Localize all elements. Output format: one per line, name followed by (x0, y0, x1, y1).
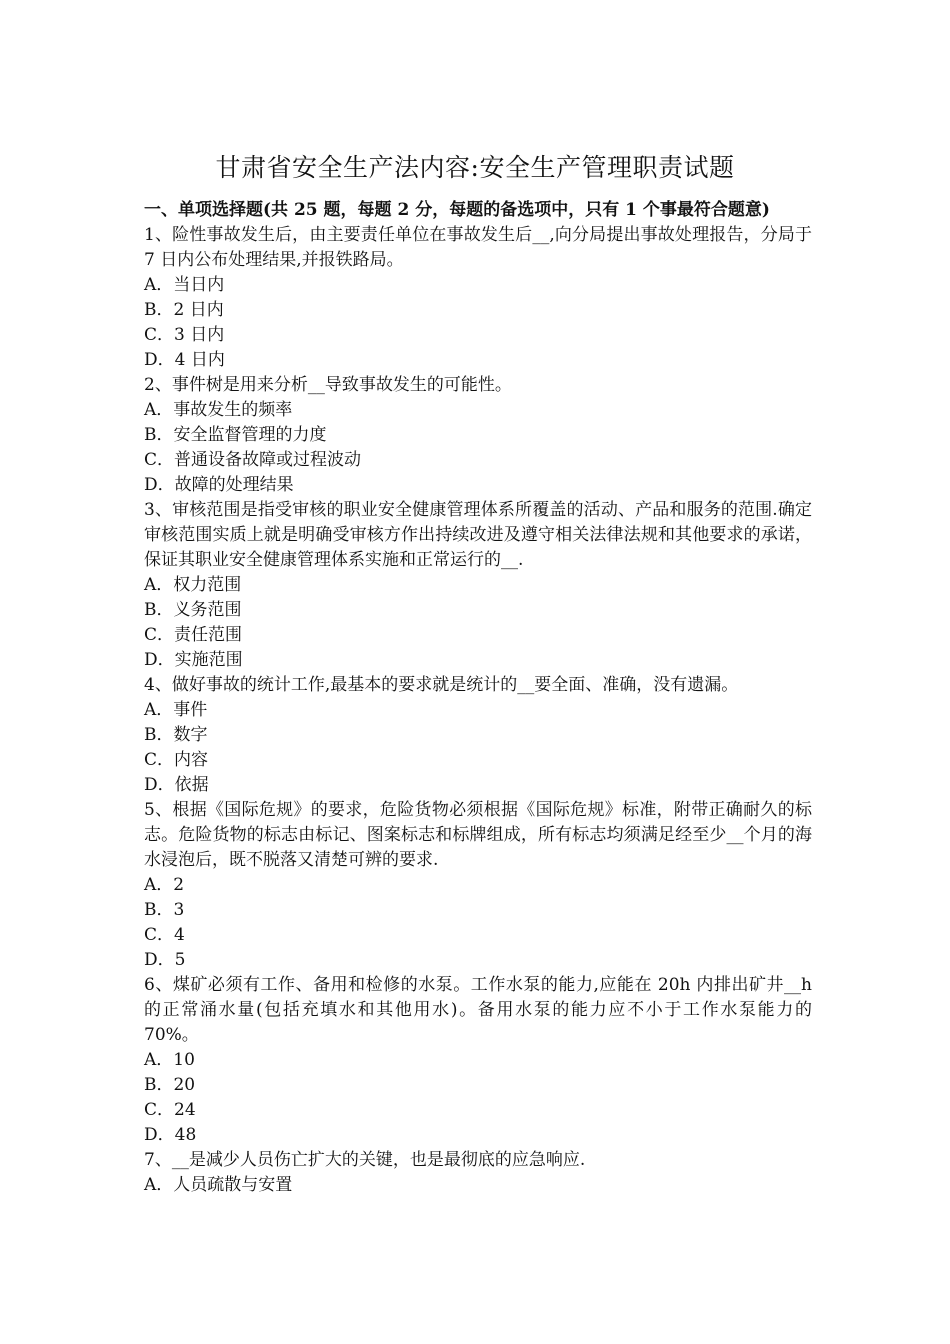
option-a: A．事件 (144, 700, 208, 720)
option-d: D．实施范围 (144, 650, 243, 670)
option-a: A．2 (144, 875, 185, 895)
question-4 (144, 673, 812, 798)
document-title: 甘肃省安全生产法内容:安全生产管理职责试题 (215, 153, 735, 182)
option-b: B．安全监督管理的力度 (144, 425, 327, 445)
section-heading: 一、单项选择题(共 25 题，每题 2 分，每题的备选项中，只有 1 个事最符合题意) (144, 200, 770, 220)
question-text: 7、__是减少人员伤亡扩大的关键，也是最彻底的应急响应. (144, 1150, 586, 1170)
option-b: B．20 (144, 1075, 196, 1095)
question-1 (144, 223, 812, 373)
option-a: A．人员疏散与安置 (144, 1175, 293, 1195)
question-text: 2、事件树是用来分析__导致事故发生的可能性。 (144, 375, 512, 395)
option-d: D．5 (144, 950, 186, 970)
question-text: 3、审核范围是指受审核的职业安全健康管理体系所覆盖的活动、产品和服务的范围.确定审核范围实质上就是明确受审核方作出持续改进及遵守相关法律法规和其他要求的承诺，保证其职业安全健康管理体系实施和正常运行的__. (144, 500, 812, 570)
option-c: C．内容 (144, 750, 209, 770)
question-text: 1、险性事故发生后，由主要责任单位在事故发生后__,向分局提出事故处理报告，分局于 7 日内公布处理结果,并报铁路局。 (144, 225, 812, 270)
option-b: B．2 日内 (144, 300, 224, 320)
option-b: B．义务范围 (144, 600, 242, 620)
option-a: A．10 (144, 1050, 195, 1070)
question-6 (144, 973, 812, 1148)
option-a: A．当日内 (144, 275, 225, 295)
question-2 (144, 373, 812, 498)
option-c: C．3 日内 (144, 325, 225, 345)
question-3 (144, 498, 812, 673)
option-c: C．普通设备故障或过程波动 (144, 450, 362, 470)
question-text: 6、煤矿必须有工作、备用和检修的水泵。工作水泵的能力,应能在 20h 内排出矿井__h 的正常涌水量(包括充填水和其他用水)。备用水泵的能力应不小于工作水泵能力的 70%。 (144, 975, 812, 1045)
option-d: D．依据 (144, 775, 209, 795)
question-7 (144, 1148, 812, 1198)
option-b: B．数字 (144, 725, 208, 745)
document-body (144, 198, 812, 1198)
option-c: C．责任范围 (144, 625, 243, 645)
option-d: D．48 (144, 1125, 197, 1145)
option-c: C．4 (144, 925, 185, 945)
question-text: 4、做好事故的统计工作,最基本的要求就是统计的__要全面、准确，没有遗漏。 (144, 675, 739, 695)
question-text: 5、根据《国际危规》的要求，危险货物必须根据《国际危规》标准，附带正确耐久的标志。危险货物的标志由标记、图案标志和标牌组成，所有标志均须满足经至少__个月的海水浸泡后，既不脱落又清楚可辨的要求. (144, 800, 812, 870)
option-c: C．24 (144, 1100, 196, 1120)
option-d: D．4 日内 (144, 350, 225, 370)
question-5 (144, 798, 812, 973)
option-a: A．权力范围 (144, 575, 242, 595)
option-b: B．3 (144, 900, 185, 920)
option-d: D．故障的处理结果 (144, 475, 294, 495)
option-a: A．事故发生的频率 (144, 400, 293, 420)
